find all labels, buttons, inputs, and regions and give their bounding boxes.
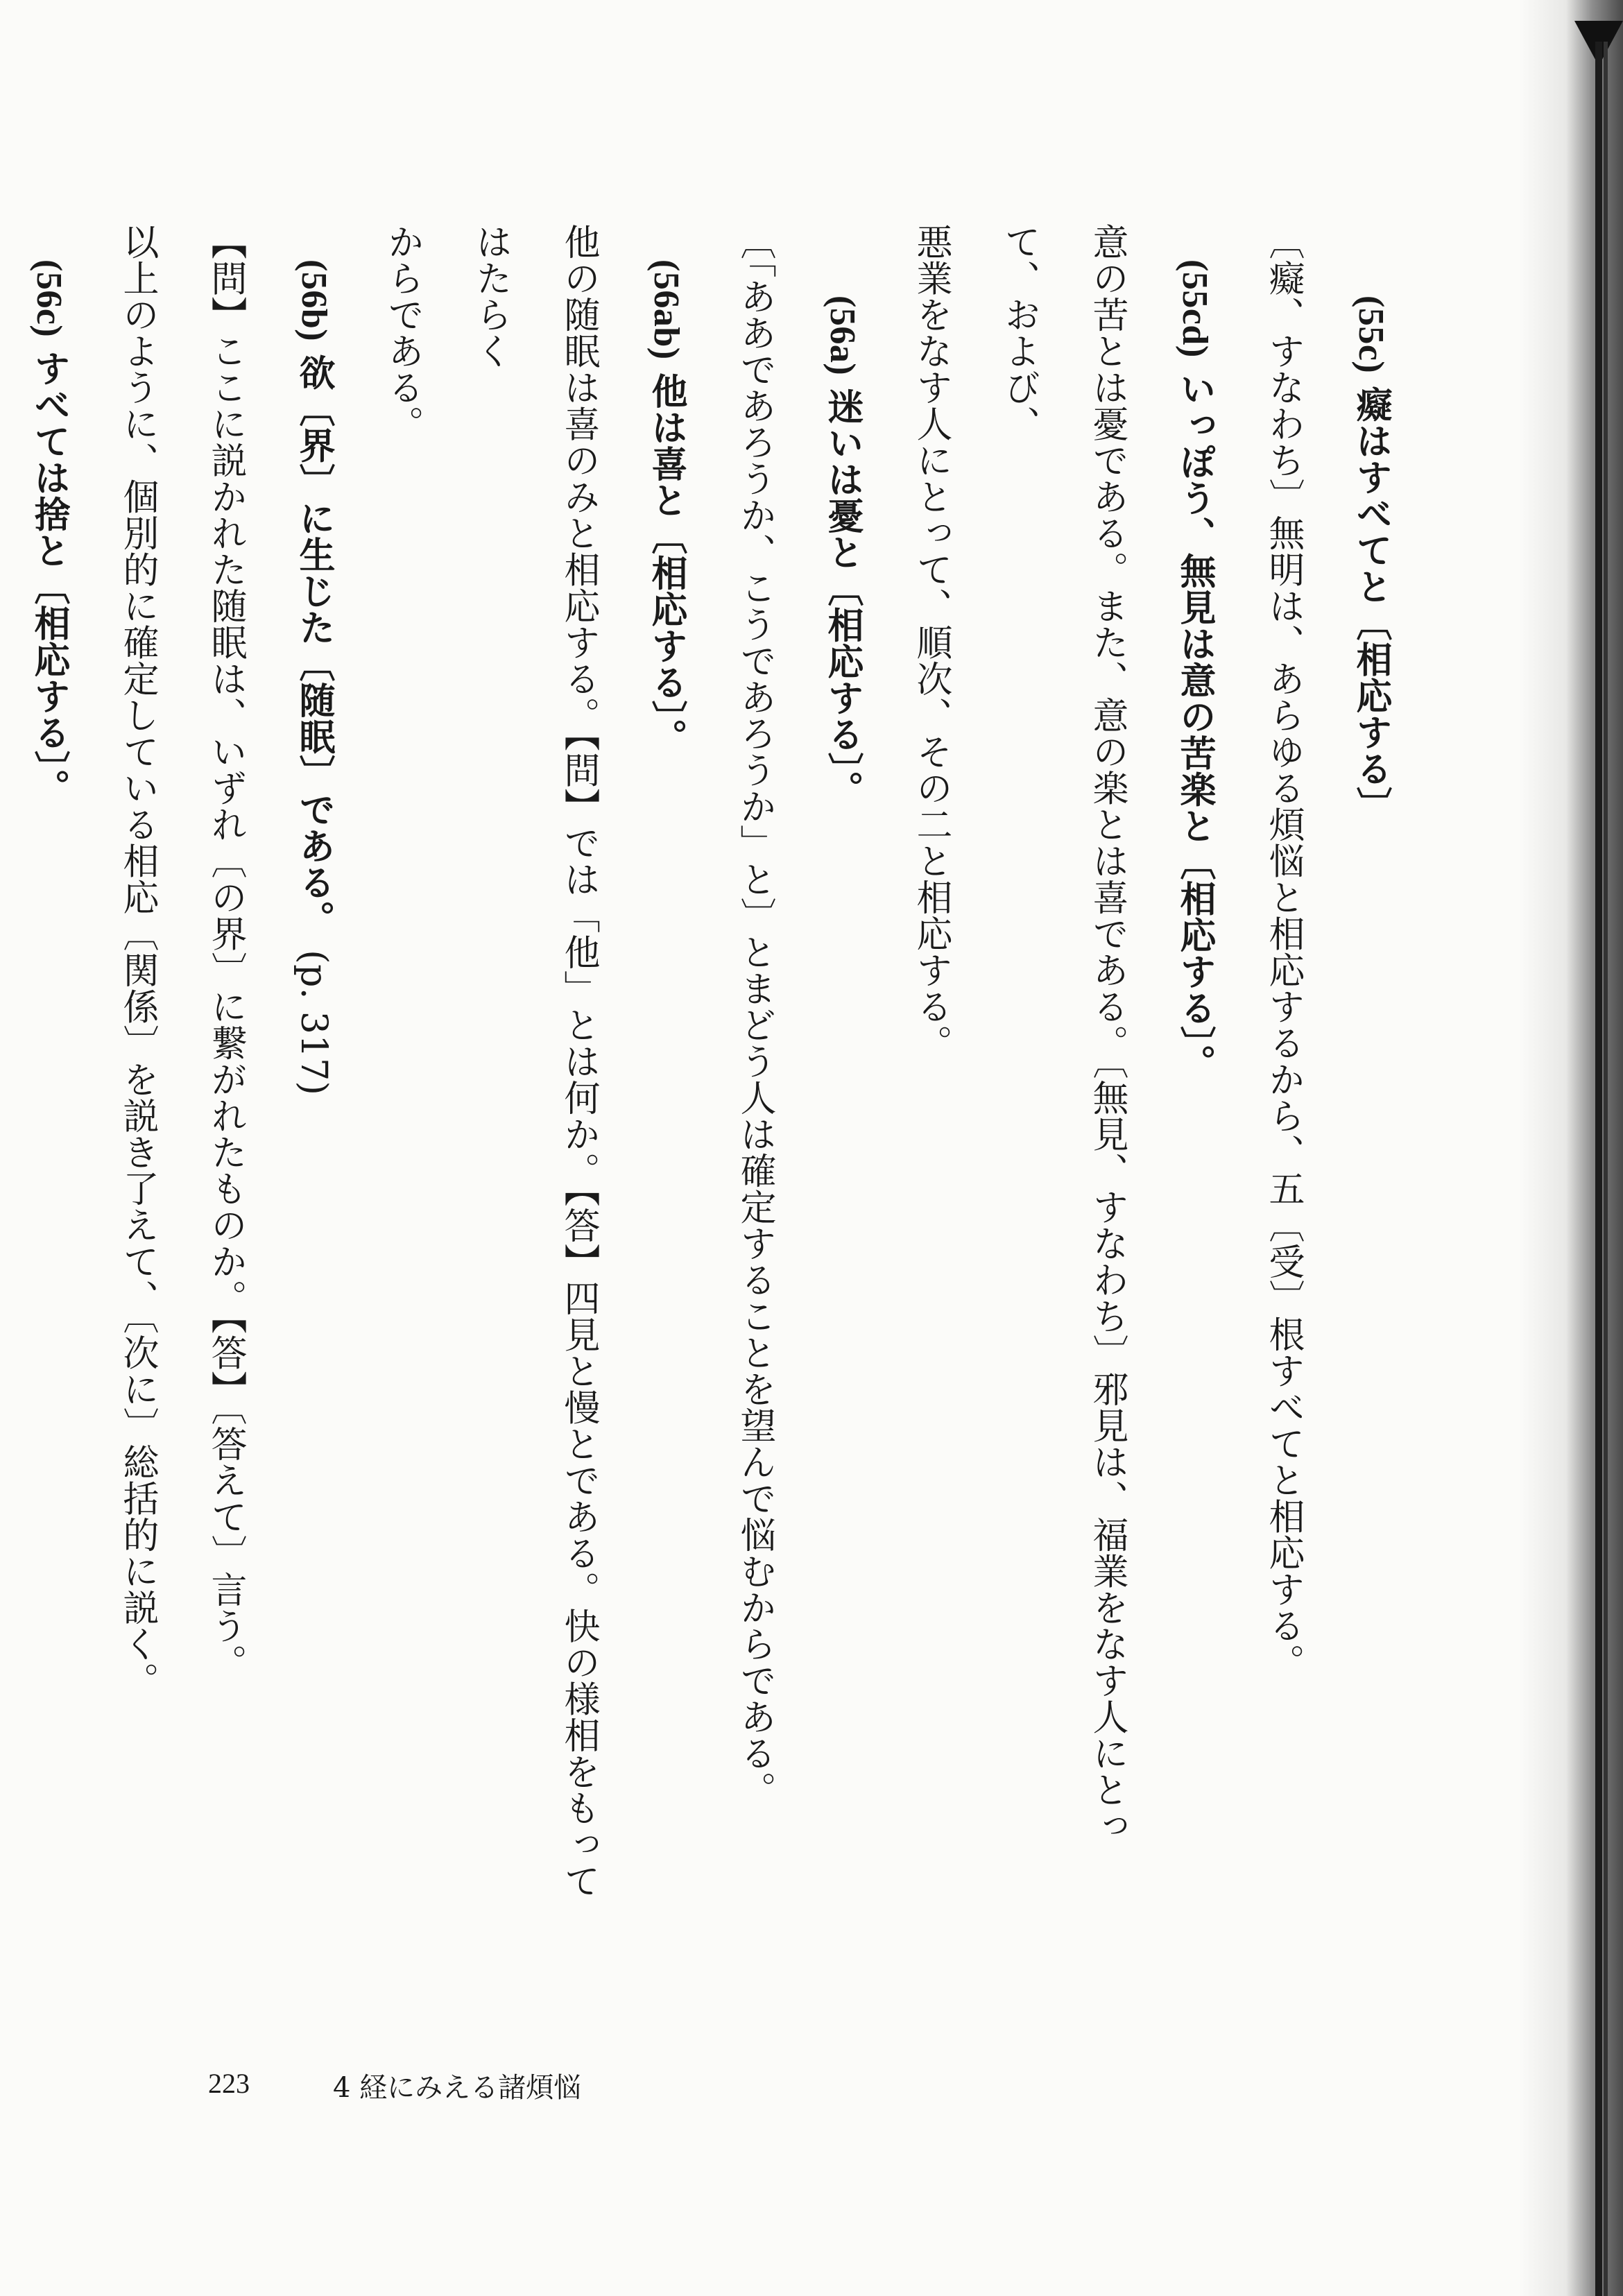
verse-tag: (55cd) [1175, 259, 1214, 358]
verse-tag: (56c) [29, 259, 69, 338]
verse-text: すべては捨と〔相応する〕。 [28, 350, 70, 806]
body-line: 意の苦とは憂である。また、意の楽とは喜である。〔無見、すなわち〕邪見は、福業をなす人にとって、および、 [998, 223, 1128, 1844]
verse-ref: (p. 317) [293, 950, 334, 1096]
verse-line [269, 259, 358, 1909]
verse-line [1327, 295, 1415, 1909]
verse-line [798, 295, 886, 1909]
body-line: 〔癡、すなわち〕無明は、あらゆる煩悩と相応するから、五〔受〕根すべてと相応する。 [1262, 223, 1304, 1680]
body-line [0, 223, 5, 1909]
running-title: 4 経にみえる諸煩悩 [333, 2072, 582, 2104]
verse-tag: (56a) [823, 295, 862, 376]
verse-tag: (55c) [1351, 295, 1391, 374]
verse-line [622, 259, 710, 1909]
verse-text: 他は喜と〔相応する〕。 [645, 372, 687, 755]
verse-text: 欲〔界〕に生じた〔随眠〕である。 [293, 354, 335, 937]
binding-edge-decoration [1519, 0, 1623, 2296]
body-line: 悪業をなす人にとって、順次、その二と相応する。 [910, 223, 952, 1061]
body-line: 他の随眠は喜のみと相応する。【問】では「他」とは何か。【答】四見と慢とである。快の様相をもってはたらく [470, 223, 599, 1899]
verse-text: 癡はすべてと〔相応する〕 [1350, 386, 1392, 823]
verse-tag: (56ab) [646, 259, 686, 360]
page-number: 223 [208, 2068, 250, 2099]
verse-tag: (56b) [294, 259, 334, 342]
verse-line [1151, 259, 1239, 1909]
body-line: からである。 [381, 223, 423, 442]
verse-text: 迷いは憂と〔相応する〕。 [821, 388, 864, 807]
body-line: 〔「ああであろうか、こうであろうか」と〕とまどう人は確定することを望んで悩むからである。 [734, 223, 775, 1808]
body-line: 以上のように、個別的に確定している相応〔関係〕を説き了えて、〔次に〕総括的に説く。 [117, 223, 158, 1699]
body-line: 【問】ここに説かれた随眠は、いずれ〔の界〕に繋がれたものか。【答】〔答えて〕言う。 [205, 223, 246, 1681]
verse-text: いっぽう、無見は意の苦楽と〔相応する〕。 [1174, 370, 1216, 1081]
body-text [28, 223, 1415, 1909]
verse-line [5, 259, 93, 1909]
